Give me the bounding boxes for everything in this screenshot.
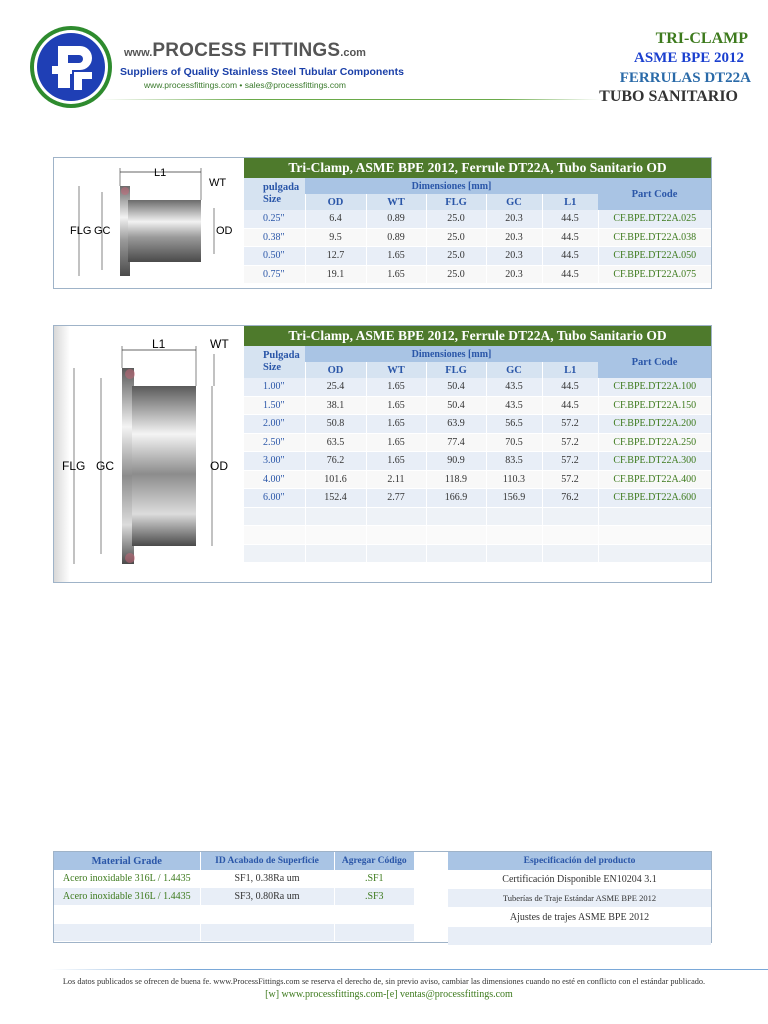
col-gc: GC	[486, 362, 542, 378]
part-code[interactable]: CF.BPE.DT22A.038	[598, 228, 711, 247]
table-row: 0.38" 9.5 0.89 25.0 20.3 44.5 CF.BPE.DT22A.038	[244, 228, 711, 247]
table-row: 4.00" 101.6 2.11 118.9 110.3 57.2 CF.BPE.DT22A.400	[244, 470, 711, 489]
dim-label-l1: L1	[152, 337, 166, 351]
spec-line: Ajustes de trajes ASME BPE 2012	[448, 908, 711, 927]
spec-line: Tuberías de Traje Estándar ASME BPE 2012	[448, 889, 711, 908]
footer-contact[interactable]: [w] www.processfittings.com-[e] ventas@processfittings.com	[265, 989, 513, 1000]
part-code[interactable]: CF.BPE.DT22A.075	[598, 265, 711, 284]
product-spec-table	[448, 852, 711, 946]
dim-label-flg: FLG	[62, 459, 86, 473]
table-row: 0.75" 19.1 1.65 25.0 20.3 44.5 CF.BPE.DT22A.075	[244, 265, 711, 284]
material-row: Acero inoxidable 316L / 1.4435 SF1, 0.38Ra um .SF1	[54, 870, 414, 888]
dim-label-gc: GC	[96, 459, 114, 473]
title-tubo: TUBO SANITARIO	[599, 88, 738, 105]
header-contact[interactable]: www.processfittings.com • sales@processfittings.com	[144, 80, 346, 90]
col-od: OD	[305, 362, 366, 378]
table-title: Tri-Clamp, ASME BPE 2012, Ferrule DT22A, Tubo Sanitario OD	[244, 158, 711, 178]
dimension-table-large	[244, 326, 711, 563]
dim-label-gc: GC	[94, 225, 111, 237]
table-row: 1.50" 38.1 1.65 50.4 43.5 44.5 CF.BPE.DT22A.150	[244, 396, 711, 415]
part-code-header: Part Code	[598, 178, 711, 210]
ferrule-diagram-small	[54, 158, 244, 288]
part-code[interactable]: CF.BPE.DT22A.050	[598, 247, 711, 266]
dim-label-od: OD	[216, 225, 233, 237]
col-flg: FLG	[426, 362, 486, 378]
empty-row	[244, 544, 711, 563]
part-code[interactable]: CF.BPE.DT22A.400	[598, 470, 711, 489]
col-wt: WT	[366, 362, 426, 378]
material-table	[54, 852, 414, 942]
part-code[interactable]: CF.BPE.DT22A.300	[598, 452, 711, 471]
tagline: Suppliers of Quality Stainless Steel Tubular Components	[120, 66, 404, 78]
size-header: Pulgada Size	[244, 346, 305, 378]
dimensions-header: Dimensiones [mm]	[305, 178, 598, 194]
table-title: Tri-Clamp, ASME BPE 2012, Ferrule DT22A, Tubo Sanitario OD	[244, 326, 711, 346]
dim-label-wt: WT	[210, 337, 229, 351]
table-row: 0.25" 6.4 0.89 25.0 20.3 44.5 CF.BPE.DT22A.025	[244, 210, 711, 228]
table-row: 2.00" 50.8 1.65 63.9 56.5 57.2 CF.BPE.DT22A.200	[244, 415, 711, 434]
company-logo	[28, 24, 114, 110]
col-flg: FLG	[426, 194, 486, 210]
footer-disclaimer: Los datos publicados se ofrecen de buena fe. www.ProcessFittings.com se reserva el derecho de, sin previo aviso, cambiar las dimensiones cuando no esté en conflicto con el estándar publicado.	[62, 977, 706, 986]
ferrule-diagram-large	[54, 326, 244, 582]
part-code[interactable]: CF.BPE.DT22A.100	[598, 378, 711, 396]
title-asme: ASME BPE 2012	[633, 50, 744, 66]
table-row: 0.50" 12.7 1.65 25.0 20.3 44.5 CF.BPE.DT22A.050	[244, 247, 711, 266]
part-code[interactable]: CF.BPE.DT22A.150	[598, 396, 711, 415]
table-row: 3.00" 76.2 1.65 90.9 83.5 57.2 CF.BPE.DT22A.300	[244, 452, 711, 471]
empty-row	[244, 526, 711, 545]
brand-name	[124, 40, 366, 62]
product-panel-large	[53, 325, 712, 583]
part-code[interactable]: CF.BPE.DT22A.025	[598, 210, 711, 228]
table-row: 1.00" 25.4 1.65 50.4 43.5 44.5 CF.BPE.DT22A.100	[244, 378, 711, 396]
dimension-table-small	[244, 158, 711, 284]
footer-divider	[50, 969, 768, 970]
part-code-header: Part Code	[598, 346, 711, 378]
part-code[interactable]: CF.BPE.DT22A.250	[598, 433, 711, 452]
product-spec-header: Especificación del producto	[448, 852, 711, 870]
col-gc: GC	[486, 194, 542, 210]
brand-main: PROCESS FITTINGS	[152, 40, 341, 61]
col-l1: L1	[542, 194, 598, 210]
col-wt: WT	[366, 194, 426, 210]
header-divider	[100, 99, 600, 100]
surface-finish-header: ID Acabado de Superficie	[200, 852, 334, 870]
title-ferrulas: FERRULAS DT22A	[619, 70, 751, 86]
dim-label-flg: FLG	[70, 225, 92, 237]
product-panel-small	[53, 157, 712, 289]
material-spec-box	[53, 851, 712, 943]
dim-label-wt: WT	[209, 177, 227, 189]
dimensions-header: Dimensiones [mm]	[305, 346, 598, 362]
dim-label-od: OD	[210, 459, 228, 473]
col-od: OD	[305, 194, 366, 210]
material-grade-header: Material Grade	[54, 852, 200, 870]
brand-suffix: .com	[340, 47, 366, 59]
table-row: 2.50" 63.5 1.65 77.4 70.5 57.2 CF.BPE.DT22A.250	[244, 433, 711, 452]
spec-line: Certificación Disponible EN10204 3.1	[448, 870, 711, 889]
dim-label-l1: L1	[154, 167, 167, 179]
col-l1: L1	[542, 362, 598, 378]
part-code[interactable]: CF.BPE.DT22A.200	[598, 415, 711, 434]
brand-prefix: www.	[124, 47, 153, 59]
part-code[interactable]: CF.BPE.DT22A.600	[598, 489, 711, 508]
material-row: Acero inoxidable 316L / 1.4435 SF3, 0.80Ra um .SF3	[54, 888, 414, 906]
title-tri-clamp: TRI-CLAMP	[655, 30, 748, 47]
size-header: pulgada Size	[244, 178, 305, 210]
add-code-header: Agregar Código	[334, 852, 414, 870]
table-row: 6.00" 152.4 2.77 166.9 156.9 76.2 CF.BPE.DT22A.600	[244, 489, 711, 508]
empty-row	[244, 507, 711, 526]
